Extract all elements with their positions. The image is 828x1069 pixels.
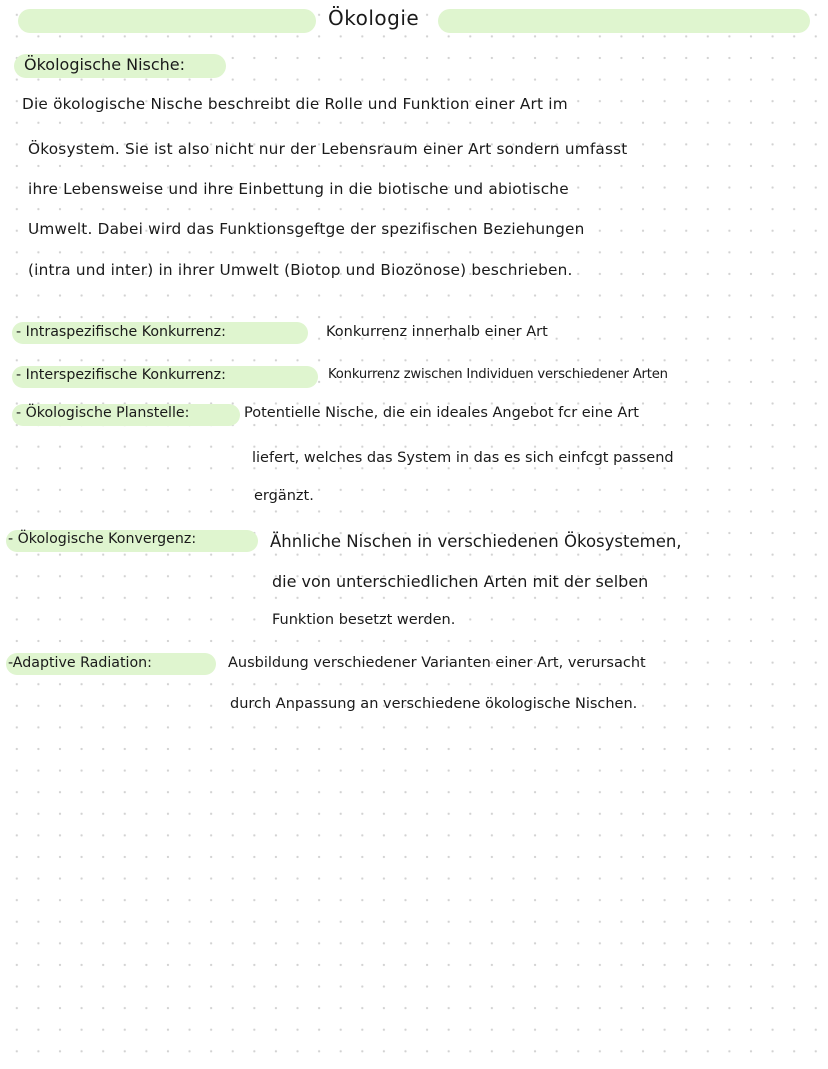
title-highlight-right [438, 9, 810, 33]
section-heading: Ökologische Nische: [24, 55, 186, 74]
term-oekologische-planstelle: - Ökologische Planstelle: [16, 405, 190, 421]
definition-line: Funktion besetzt werden. [272, 612, 456, 628]
definition-line: Potentielle Nische, die ein ideales Angebot fcr eine Art [244, 405, 639, 421]
term-interspezifische-konkurrenz: - Interspezifische Konkurrenz: [16, 367, 226, 383]
term-intraspezifische-konkurrenz: - Intraspezifische Konkurrenz: [16, 324, 226, 340]
definition-line: Ausbildung verschiedener Varianten einer Art, verursacht [228, 655, 646, 671]
intro-line: Die ökologische Nische beschreibt die Rolle und Funktion einer Art im [22, 95, 568, 113]
definition-line: Ähnliche Nischen in verschiedenen Ökosystemen, [270, 532, 682, 551]
term-adaptive-radiation: -Adaptive Radiation: [8, 655, 152, 671]
intro-line: Ökosystem. Sie ist also nicht nur der Lebensraum einer Art sondern umfasst [28, 140, 628, 158]
definition-line: Konkurrenz zwischen Individuen verschiedener Arten [328, 367, 668, 382]
intro-line: (intra und inter) in ihrer Umwelt (Biotop und Biozönose) beschrieben. [28, 261, 573, 279]
title-highlight-left [18, 9, 316, 33]
term-oekologische-konvergenz: - Ökologische Konvergenz: [8, 531, 197, 547]
definition-line: durch Anpassung an verschiedene ökologische Nischen. [230, 696, 638, 712]
definition-line: liefert, welches das System in das es sich einfcgt passend [252, 450, 674, 466]
definition-line: die von unterschiedlichen Arten mit der selben [272, 572, 649, 591]
intro-line: ihre Lebensweise und ihre Einbettung in die biotische und abiotische [28, 180, 569, 198]
definition-line: Konkurrenz innerhalb einer Art [326, 324, 548, 340]
definition-line: ergänzt. [254, 488, 314, 504]
intro-line: Umwelt. Dabei wird das Funktionsgeftge der spezifischen Beziehungen [28, 220, 585, 238]
page-title: Ökologie [328, 6, 420, 30]
